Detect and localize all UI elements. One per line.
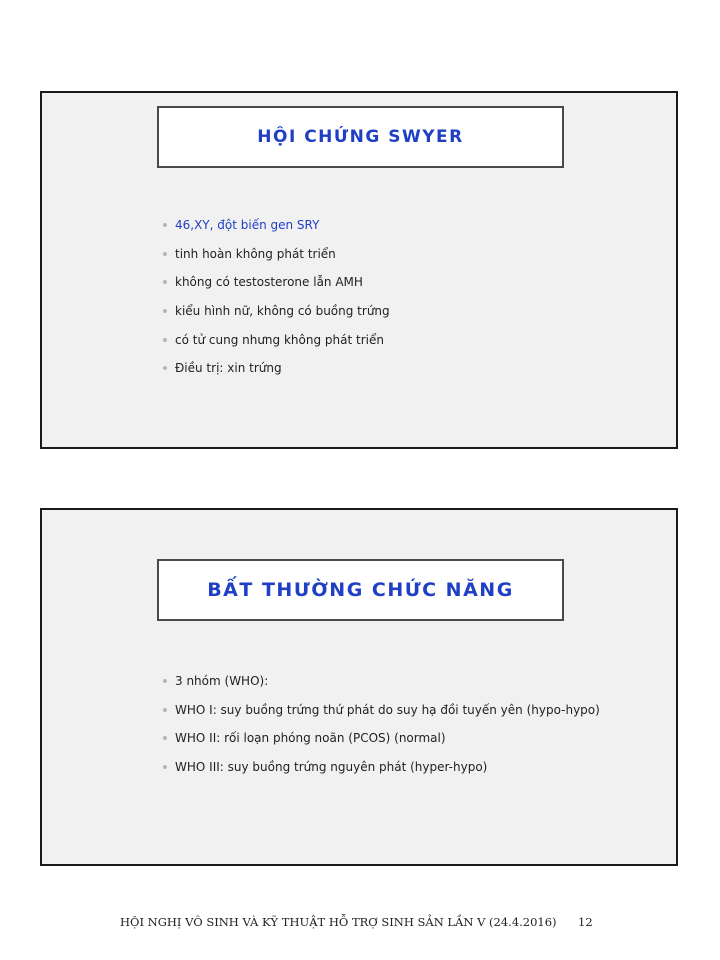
slide-title-box bbox=[157, 106, 564, 168]
bullet-item bbox=[163, 240, 390, 269]
bullet-text: 46,XY, đột biến gen SRY bbox=[175, 218, 320, 233]
bullet-text: tinh hoàn không phát triển bbox=[175, 246, 336, 261]
bullet-dot-icon bbox=[163, 338, 167, 342]
bullet-text: 3 nhóm (WHO): bbox=[175, 674, 269, 689]
bullet-dot-icon bbox=[163, 736, 167, 740]
bullet-text: WHO II: rối loạn phóng noãn (PCOS) (normal) bbox=[175, 731, 446, 746]
bullet-dot-icon bbox=[163, 280, 167, 284]
bullet-item bbox=[163, 268, 390, 297]
footer-conference-title: HỘI NGHỊ VÔ SINH VÀ KỸ THUẬT HỖ TRỢ SINH SẢN LẦN V (24.4.2016) bbox=[120, 915, 557, 929]
page-number: 12 bbox=[578, 915, 593, 929]
slide-title-box bbox=[157, 559, 564, 621]
bullet-text: có tử cung nhưng không phát triển bbox=[175, 332, 384, 347]
bullet-item bbox=[163, 297, 390, 326]
bullet-item bbox=[163, 325, 390, 354]
bullet-dot-icon bbox=[163, 309, 167, 313]
slide-functional-abnormality bbox=[40, 508, 678, 866]
bullet-dot-icon bbox=[163, 708, 167, 712]
bullet-item bbox=[163, 211, 390, 240]
bullet-dot-icon bbox=[163, 366, 167, 370]
bullet-item bbox=[163, 667, 600, 696]
bullet-list bbox=[163, 667, 600, 781]
bullet-text: không có testosterone lẫn AMH bbox=[175, 275, 363, 290]
bullet-dot-icon bbox=[163, 252, 167, 256]
bullet-text: WHO III: suy buồng trứng nguyên phát (hyper-hypo) bbox=[175, 760, 488, 775]
bullet-text: WHO I: suy buồng trứng thứ phát do suy hạ đồi tuyến yên (hypo-hypo) bbox=[175, 702, 600, 717]
bullet-list bbox=[163, 211, 390, 383]
slide-swyer bbox=[40, 91, 678, 449]
page-footer bbox=[0, 915, 720, 935]
bullet-item bbox=[163, 354, 390, 383]
slide-title: BẤT THƯỜNG CHỨC NĂNG bbox=[207, 579, 514, 601]
slide-title: HỘI CHỨNG SWYER bbox=[257, 127, 464, 147]
bullet-item bbox=[163, 696, 600, 725]
bullet-item bbox=[163, 753, 600, 782]
bullet-item bbox=[163, 724, 600, 753]
bullet-dot-icon bbox=[163, 679, 167, 683]
bullet-text: Điều trị: xin trứng bbox=[175, 361, 282, 376]
bullet-dot-icon bbox=[163, 223, 167, 227]
bullet-dot-icon bbox=[163, 765, 167, 769]
bullet-text: kiểu hình nữ, không có buồng trứng bbox=[175, 304, 390, 319]
